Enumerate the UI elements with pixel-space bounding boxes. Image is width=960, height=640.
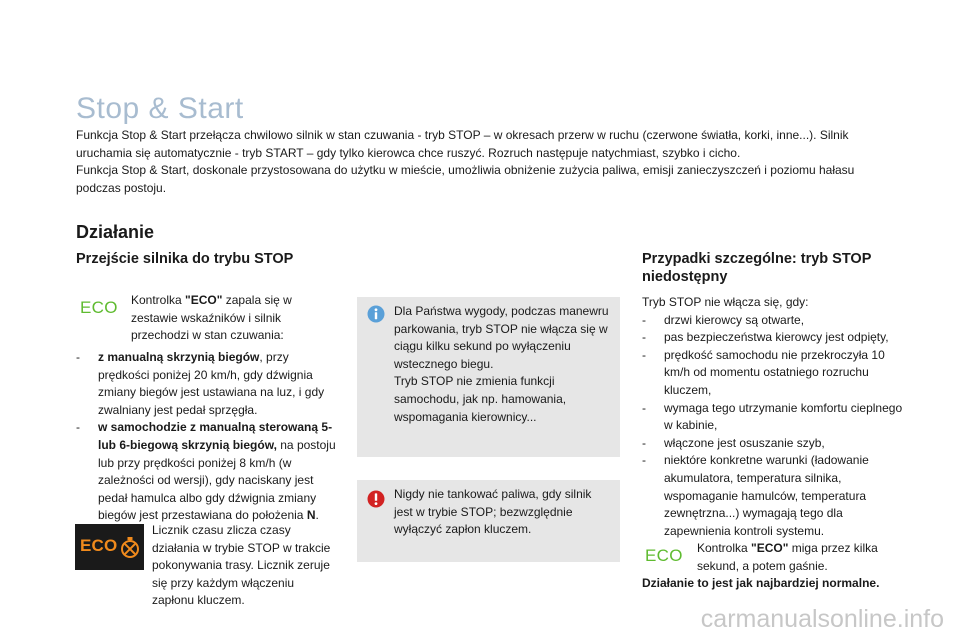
counter-paragraph: Licznik czasu zlicza czasy działania w trybie STOP w trakcie pokonywania trasy. Licznik zeruje się przy każdym włączeniu zapłonu kluczem. — [152, 523, 331, 608]
warning-icon — [367, 490, 385, 508]
list-item: - z manualną skrzynią biegów, przy prędkości poniżej 20 km/h, gdy dźwignia zmiany biegów jest ustawiana na luz, i gdy zwalniany jest pedał sprzęgła. — [76, 349, 342, 419]
warning-text: Nigdy nie tankować paliwa, gdy silnik jest w trybie STOP; bezwzględnie wyłączyć zapłon kluczem. — [394, 487, 592, 537]
list-item: - pas bezpieczeństwa kierowcy jest odpięty, — [642, 329, 912, 347]
intro-paragraph-2: Funkcja Stop & Start, doskonale przystosowana do użytku w mieście, umożliwia obniżenie zużycia paliwa, emisji zanieczyszczeń i poziomu hałasu podczas postoju. — [76, 163, 855, 195]
section-title: Działanie — [76, 222, 155, 242]
eco-lamp-icon: ECO — [645, 546, 683, 565]
intro-paragraph-1: Funkcja Stop & Start przełącza chwilowo silnik w stan czuwania - tryb STOP – w okresach przerw w ruchu (czerwone światła, korki, inne...). Silnik uruchamia się automatycznie - tryb START – gdy tylko kierowca chce ruszyć. Rozruch następuje natychmiast, szybko i cicho. — [76, 128, 849, 160]
counter-eco-label: ECO — [80, 536, 118, 555]
conditions-lead: Tryb STOP nie włącza się, gdy: — [642, 295, 809, 309]
right-heading: Przypadki szczególne: tryb STOP niedostępny — [642, 251, 872, 285]
list-item: - włączone jest osuszanie szyb, — [642, 435, 912, 453]
stop-time-counter-icon — [75, 524, 144, 570]
transmission-list — [76, 349, 342, 525]
list-item: - wymaga tego utrzymanie komfortu cieplnego w kabinie, — [642, 400, 912, 435]
list-item: - prędkość samochodu nie przekroczyła 10 km/h od momentu ostatniego rozruchu kluczem, — [642, 347, 912, 400]
info-text: Dla Państwa wygody, podczas manewru parkowania, tryb STOP nie włącza się w ciągu kilku sekund po wyłączeniu wstecznego biegu. Tryb STOP nie zmienia funkcji samochodu, jak np. hamowania, wspomagania kierownicy... — [394, 304, 609, 424]
eco-lamp-icon: ECO — [80, 298, 118, 317]
info-box — [357, 297, 620, 457]
warning-box — [357, 480, 620, 562]
stopwatch-icon — [119, 536, 141, 560]
eco-flash-paragraph: Kontrolka "ECO" miga przez kilka sekund, a potem gaśnie. — [697, 541, 878, 573]
unavailable-conditions — [642, 294, 912, 540]
list-item: - niektóre konkretne warunki (ładowanie akumulatora, temperatura silnika, wspomaganie hamulców, temperatura zewnętrzna...) wymagają tego dla zapewnienia kontroli systemu. — [642, 452, 912, 540]
eco-lamp-paragraph: Kontrolka "ECO" zapala się w zestawie wskaźników i silnik przechodzi w stan czuwania: — [131, 293, 292, 343]
intro — [76, 127, 896, 197]
watermark: carmanualsonline.info — [700, 605, 944, 633]
list-item: - drzwi kierowcy są otwarte, — [642, 312, 912, 330]
page-title: Stop & Start — [76, 92, 244, 125]
list-item: - w samochodzie z manualną sterowaną 5- lub 6-biegową skrzynią biegów, na postoju lub przy prędkości poniżej 8 km/h (w zależności od wersji), gdy naciskany jest pedał hamulca albo gdy dźwignia zmiany biegów jest przestawiana do położenia N. — [76, 419, 342, 525]
info-icon — [367, 305, 385, 323]
normal-operation-note: Działanie to jest jak najbardziej normalne. — [642, 576, 880, 590]
left-heading: Przejście silnika do trybu STOP — [76, 251, 294, 267]
